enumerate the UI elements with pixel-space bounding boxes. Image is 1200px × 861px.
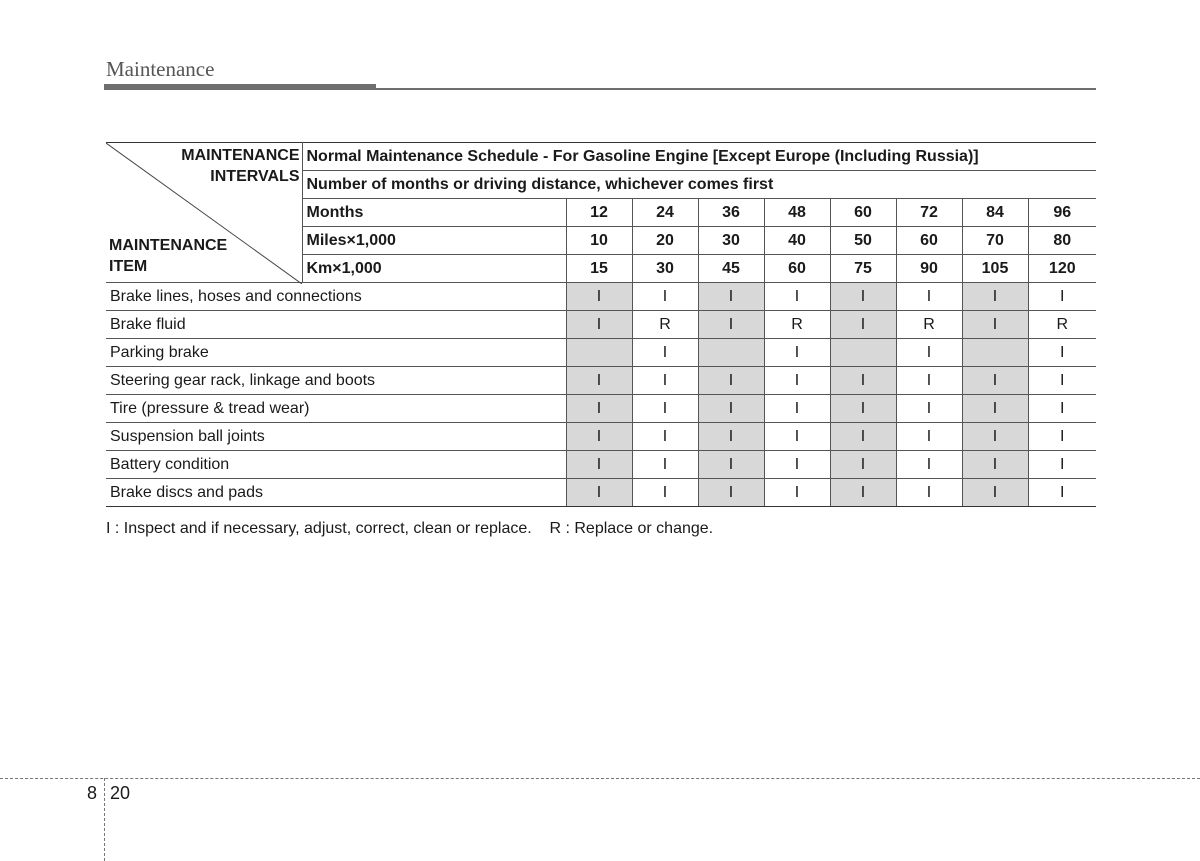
schedule-mark: I [896,479,962,507]
table-row [106,311,1096,339]
interval-value: 12 [566,199,632,227]
schedule-mark: I [896,367,962,395]
schedule-mark: I [962,367,1028,395]
schedule-mark: I [830,367,896,395]
interval-value: 75 [830,255,896,283]
table-row [106,395,1096,423]
schedule-mark: I [830,451,896,479]
schedule-mark [698,339,764,367]
schedule-mark: I [698,311,764,339]
schedule-mark: I [566,395,632,423]
schedule-mark: I [764,367,830,395]
maintenance-item-name: Parking brake [106,339,566,367]
schedule-mark: I [962,479,1028,507]
maintenance-item-name: Tire (pressure & tread wear) [106,395,566,423]
interval-value: 36 [698,199,764,227]
schedule-mark: R [896,311,962,339]
schedule-mark [566,339,632,367]
legend [106,520,713,538]
schedule-mark [962,339,1028,367]
schedule-mark: I [566,423,632,451]
schedule-mark: I [1028,367,1096,395]
interval-value: 80 [1028,227,1096,255]
interval-value: 15 [566,255,632,283]
schedule-mark: I [632,423,698,451]
schedule-mark: I [962,423,1028,451]
legend-inspect: I : Inspect and if necessary, adjust, correct, clean or replace. [106,520,532,537]
maintenance-item-name: Brake fluid [106,311,566,339]
interval-value: 45 [698,255,764,283]
interval-value: 24 [632,199,698,227]
schedule-mark: I [698,423,764,451]
interval-value: 96 [1028,199,1096,227]
schedule-mark: I [830,283,896,311]
schedule-mark: I [896,339,962,367]
schedule-mark: I [566,283,632,311]
schedule-mark: I [566,367,632,395]
footer-dashed-rule [0,778,1200,779]
schedule-mark: I [962,451,1028,479]
schedule-mark: I [764,451,830,479]
table-corner-header [106,143,302,283]
schedule-mark: I [632,339,698,367]
schedule-mark: I [830,311,896,339]
interval-value: 40 [764,227,830,255]
interval-label: Km×1,000 [302,255,566,283]
schedule-mark: I [632,479,698,507]
schedule-mark: I [566,311,632,339]
interval-value: 60 [896,227,962,255]
schedule-mark: I [632,451,698,479]
schedule-mark: I [764,283,830,311]
corner-item-label: MAINTENANCE ITEM [109,237,228,275]
header-rule-thin [376,88,1096,90]
legend-replace: R : Replace or change. [549,520,714,537]
schedule-subtitle: Number of months or driving distance, whichever comes first [302,171,1096,199]
interval-value: 30 [698,227,764,255]
schedule-mark: R [632,311,698,339]
interval-value: 60 [764,255,830,283]
schedule-mark: I [896,283,962,311]
corner-intervals-label: MAINTENANCE INTERVALS [181,147,300,185]
schedule-mark: I [698,479,764,507]
schedule-mark [830,339,896,367]
schedule-mark: I [896,395,962,423]
schedule-mark: I [962,283,1028,311]
table-row [106,479,1096,507]
schedule-mark: I [962,395,1028,423]
schedule-mark: I [566,479,632,507]
interval-value: 90 [896,255,962,283]
interval-value: 60 [830,199,896,227]
schedule-mark: I [698,395,764,423]
page-number: 20 [110,783,131,803]
schedule-mark: R [764,311,830,339]
schedule-mark: I [698,451,764,479]
schedule-mark: I [1028,479,1096,507]
schedule-mark: I [896,423,962,451]
schedule-mark: I [1028,339,1096,367]
table-row [106,367,1096,395]
interval-value: 84 [962,199,1028,227]
footer-dashed-divider [104,778,105,861]
interval-label: Miles×1,000 [302,227,566,255]
schedule-mark: I [830,395,896,423]
interval-value: 72 [896,199,962,227]
schedule-mark: I [1028,395,1096,423]
maintenance-item-name: Brake discs and pads [106,479,566,507]
maintenance-item-name: Brake lines, hoses and connections [106,283,566,311]
schedule-mark: I [698,367,764,395]
schedule-mark: I [764,479,830,507]
table-title-row [106,143,1096,171]
interval-value: 50 [830,227,896,255]
schedule-mark: I [632,395,698,423]
schedule-mark: I [896,451,962,479]
interval-value: 120 [1028,255,1096,283]
schedule-title: Normal Maintenance Schedule - For Gasoline Engine [Except Europe (Including Russia)] [302,143,1096,171]
table-row [106,339,1096,367]
interval-value: 20 [632,227,698,255]
interval-label: Months [302,199,566,227]
interval-value: 10 [566,227,632,255]
schedule-mark: I [566,451,632,479]
chapter-number: 8 [87,783,98,803]
schedule-mark: I [632,367,698,395]
table-row [106,283,1096,311]
schedule-mark: I [1028,451,1096,479]
maintenance-item-name: Steering gear rack, linkage and boots [106,367,566,395]
interval-value: 70 [962,227,1028,255]
schedule-mark: I [830,479,896,507]
interval-value: 105 [962,255,1028,283]
schedule-mark: I [764,339,830,367]
schedule-mark: I [632,283,698,311]
table-row [106,451,1096,479]
maintenance-item-name: Suspension ball joints [106,423,566,451]
maintenance-schedule-table [106,142,1096,507]
section-title: Maintenance [106,57,215,81]
interval-value: 48 [764,199,830,227]
maintenance-item-name: Battery condition [106,451,566,479]
schedule-mark: I [1028,423,1096,451]
schedule-mark: I [764,423,830,451]
schedule-mark: I [830,423,896,451]
table-row [106,423,1096,451]
schedule-mark: I [962,311,1028,339]
schedule-mark: I [698,283,764,311]
schedule-mark: I [1028,283,1096,311]
header-rule-thick [104,84,376,90]
interval-value: 30 [632,255,698,283]
schedule-mark: R [1028,311,1096,339]
schedule-mark: I [764,395,830,423]
